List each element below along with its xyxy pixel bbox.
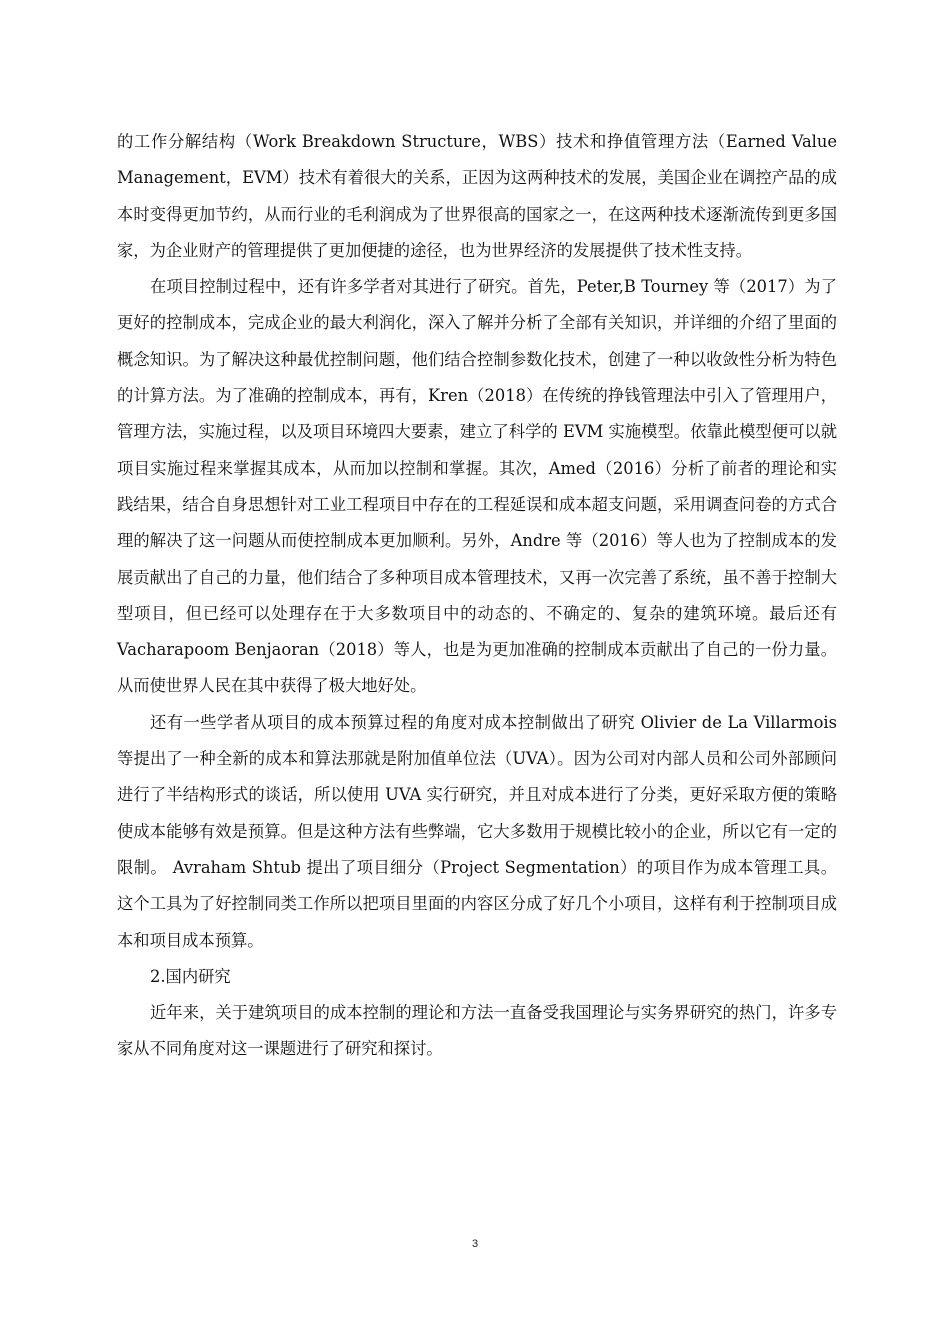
document-body — [117, 124, 837, 1068]
section-heading-domestic-research: 2.国内研究 — [150, 966, 231, 986]
paragraph-project-control: 在项目控制过程中，还有许多学者对其进行了研究。首先，Peter,B Tourney 等（2017）为了更好的控制成本，完成企业的最大利润化，深入了解并分析了全部有关知识，并详细的介绍了里面的概念知识。为了解决这种最优控制问题，他们结合控制参数化技术，创建了一种以收敛性分析为特色的计算方法。为了准确的控制成本，再有，Kren（2018）在传统的挣钱管理法中引入了管理用户，管理方法，实施过程，以及项目环境四大要素，建立了科学的 EVM 实施模型。依靠此模型便可以就项目实施过程来掌握其成本，从而加以控制和掌握。其次，Amed（2016）分析了前者的理论和实践结果，结合自身思想针对工业工程项目中存在的工程延误和成本超支问题，采用调查问卷的方式合理的解决了这一问题从而使控制成本更加顺利。另外，Andre 等（2016）等人也为了控制成本的发展贡献出了自己的力量，他们结合了多种项目成本管理技术，又再一次完善了系统，虽不善于控制大型项目，但已经可以处理存在于大多数项目中的动态的、不确定的、复杂的建筑环境。最后还有 Vacharapoom Benjaoran（2018）等人，也是为更加准确的控制成本贡献出了自己的一份力量。从而使世界人民在其中获得了极大地好处。 — [117, 277, 837, 696]
paragraph-wbs-evm: 的工作分解结构（Work Breakdown Structure，WBS）技术和挣值管理方法（Earned Value Management，EVM）技术有着很大的关系，正因为这两种技术的发展，美国企业在调控产品的成本时变得更加节约，从而行业的毛利润成为了世界很高的国家之一，在这两种技术逐渐流传到更多国家，为企业财产的管理提供了更加便捷的途径，也为世界经济的发展提供了技术性支持。 — [117, 132, 837, 260]
page-number: 3 — [471, 1238, 479, 1250]
paragraph-domestic-intro: 近年来，关于建筑项目的成本控制的理论和方法一直备受我国理论与实务界研究的热门，许多专家从不同角度对这一课题进行了研究和探讨。 — [117, 1003, 837, 1059]
paragraph-cost-budget: 还有一些学者从项目的成本预算过程的角度对成本控制做出了研究 Olivier de La Villarmois 等提出了一种全新的成本和算法那就是附加值单位法（UVA）。因为公司对内部人员和公司外部顾问进行了半结构形式的谈话，所以使用 UVA 实行研究，并且对成本进行了分类，更好采取方便的策略使成本能够有效是预算。但是这种方法有些弊端，它大多数用于规模比较小的企业，所以它有一定的限制。 Avraham Shtub 提出了项目细分（Project Segmentation）的项目作为成本管理工具。这个工具为了好控制同类工作所以把项目里面的内容区分成了好几个小项目，这样有利于控制项目成本和项目成本预算。 — [117, 712, 837, 950]
